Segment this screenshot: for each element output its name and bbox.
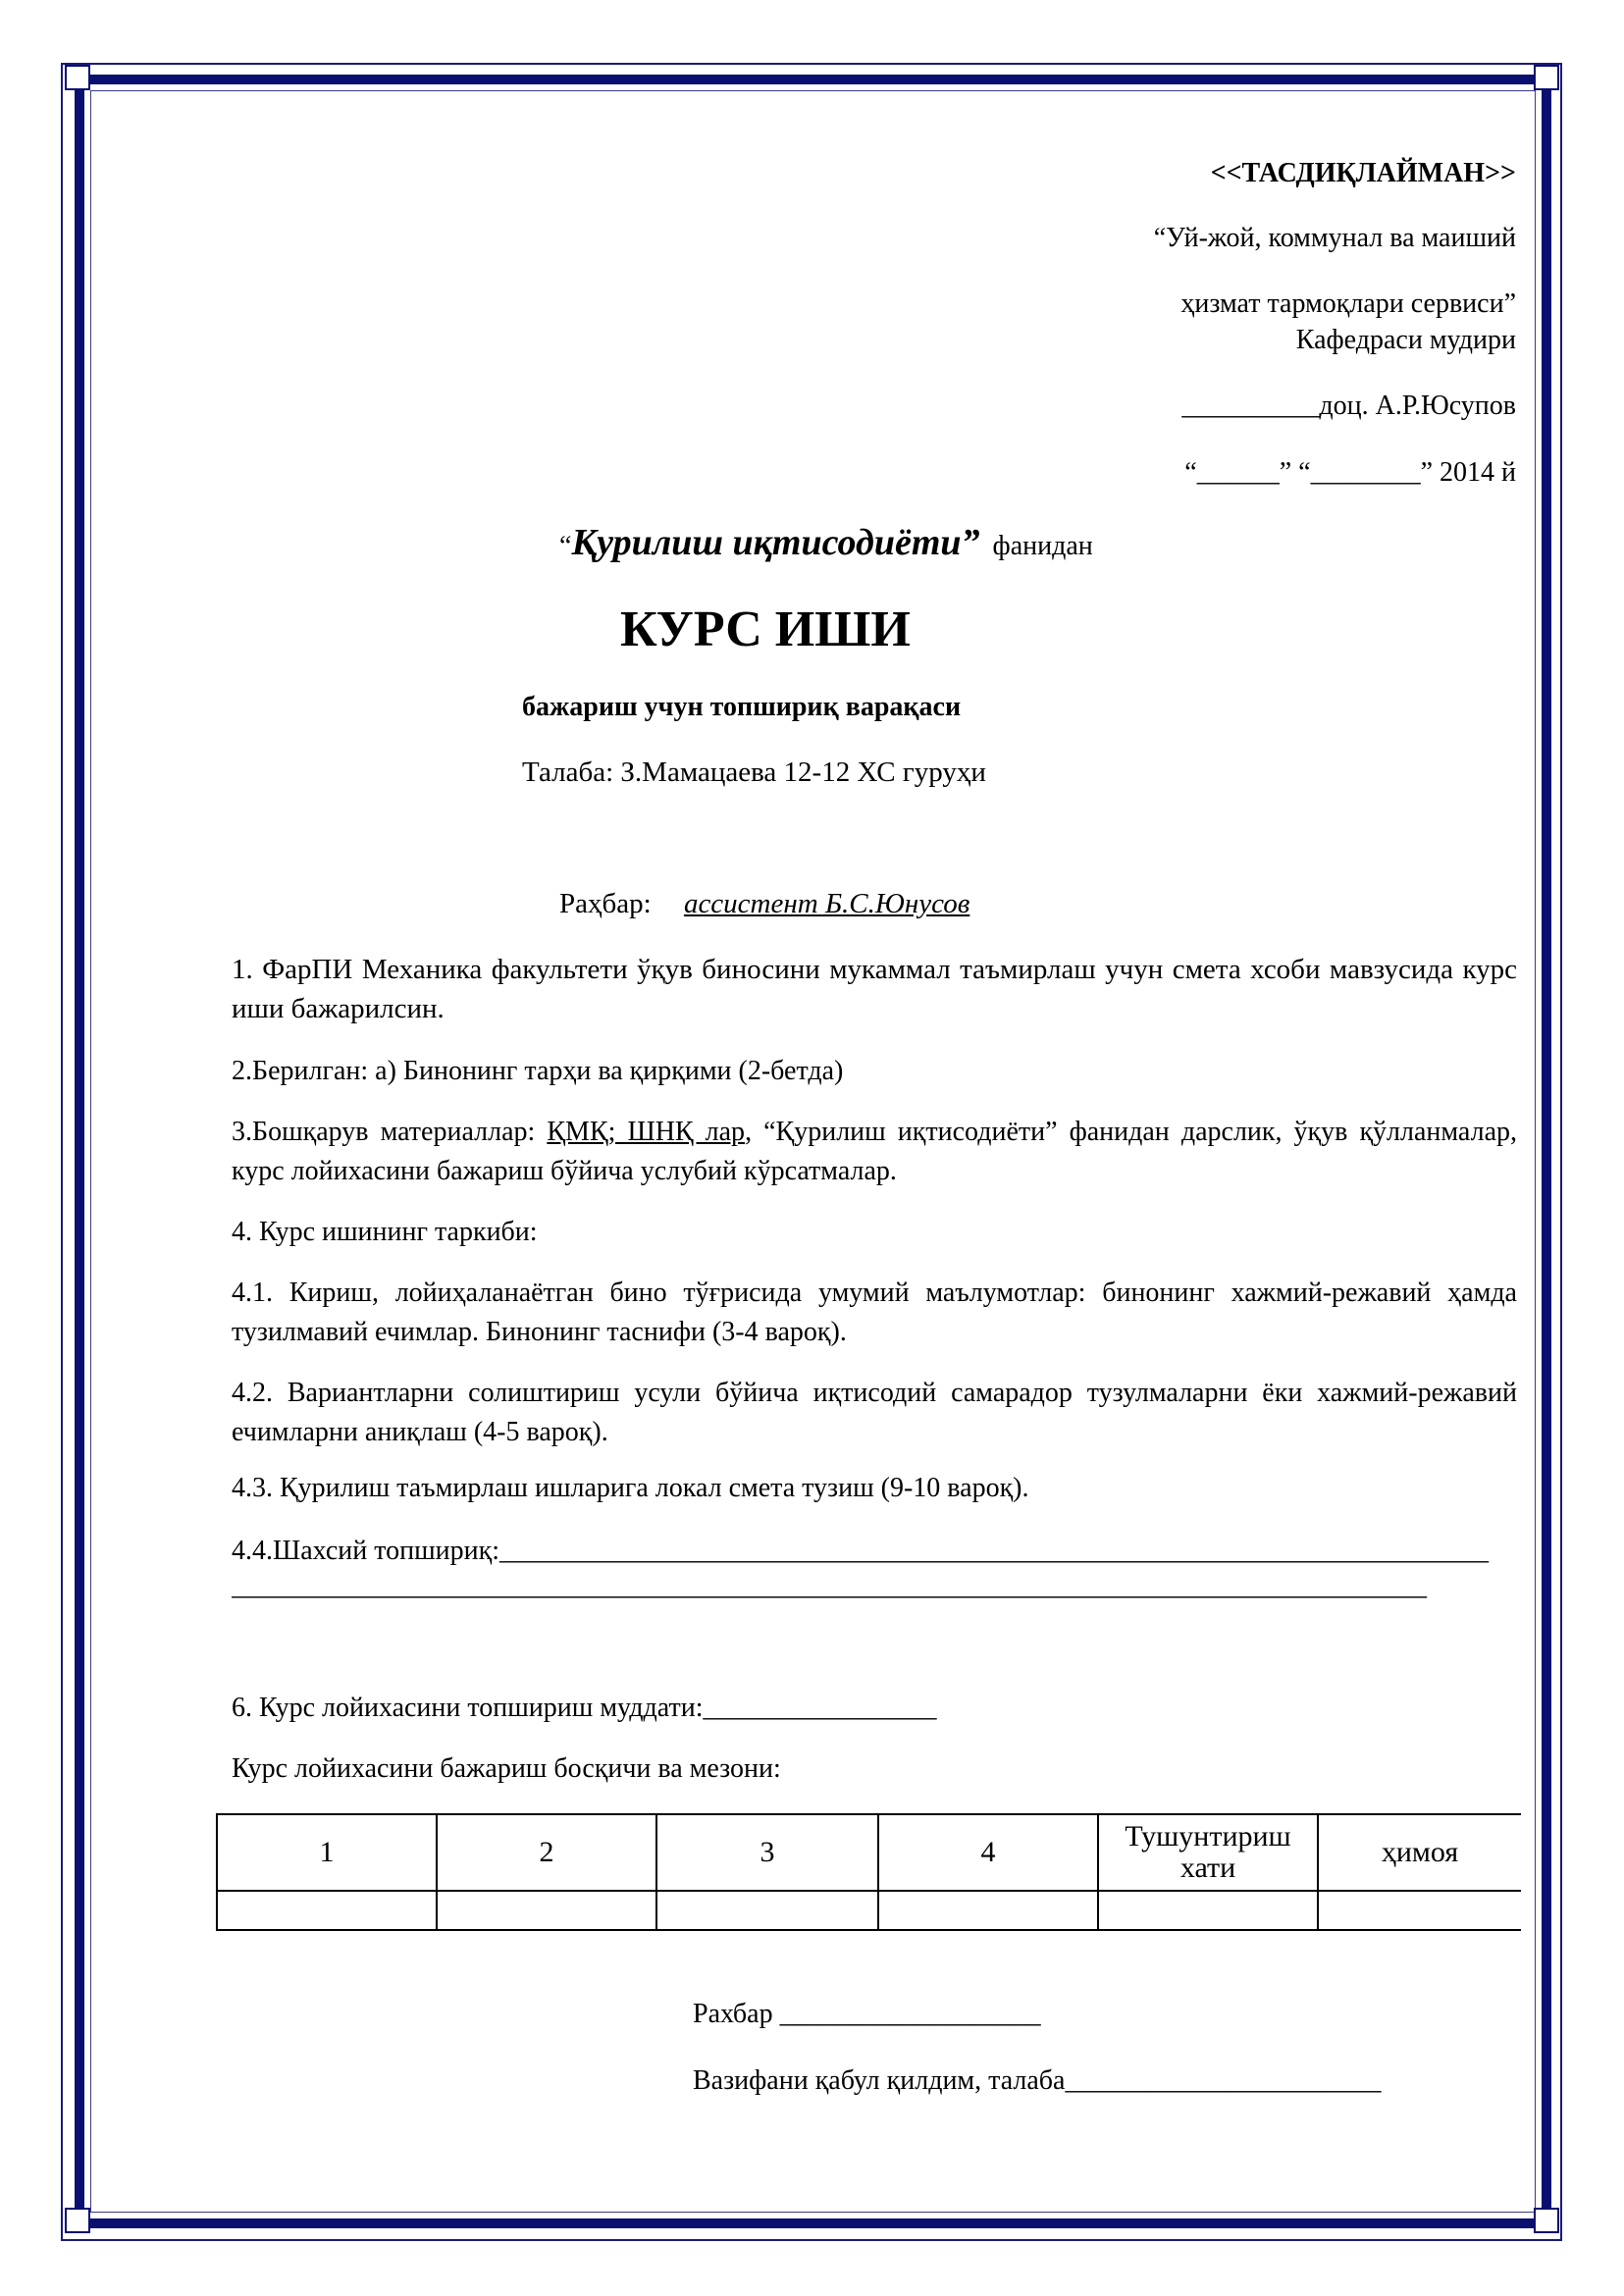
supervisor-label: Раҳбар: [559, 888, 652, 919]
table-header-cell: Тушунтириш хати [1098, 1814, 1318, 1891]
criteria-table [216, 1813, 1521, 1931]
approval-line-3: Кафедраси мудири [1295, 325, 1516, 355]
item-4-2: 4.2. Вариантларни солиштириш усули бўйича иқтисодий самарадор тузулмаларни ёки хажмий-режавий ечимларни аниқлаш (4-5 варoқ). [232, 1378, 1517, 1447]
table-row [217, 1891, 1521, 1930]
item-4: 4. Курс ишининг таркиби: [232, 1217, 538, 1247]
table-header-cell: 1 [217, 1814, 437, 1891]
footer-student-acceptance: Вазифани қабул қилдим, талаба_______________________ [693, 2065, 1382, 2096]
table-cell [437, 1891, 656, 1930]
table-cell [217, 1891, 437, 1930]
footer-supervisor-signature: Рахбар ___________________ [693, 1999, 1041, 2029]
table-cell [656, 1891, 878, 1930]
student-info: Талаба: З.Мамацаева 12-12 ХС гуруҳи [522, 757, 986, 788]
border-corner [1534, 2208, 1559, 2233]
item-6: 6. Курс лойихасини топшириш муддати:_________________ [232, 1693, 937, 1723]
item-4-1: 4.1. Кириш, лойиҳаланаётган бино тўғрисида умумий маълумотлар: бинонинг хажмий-режавий ҳамда тузилмавий ечимлар. Бинонинг таснифи (3-4 варoқ). [232, 1278, 1517, 1347]
table-header-cell: 4 [878, 1814, 1098, 1891]
table-header-cell: ҳимоя [1318, 1814, 1521, 1891]
table-header-cell: 3 [656, 1814, 878, 1891]
item-3-references: ҚМҚ; ШНҚ лар [547, 1117, 746, 1147]
table-header-cell: 2 [437, 1814, 656, 1891]
table-cell [1318, 1891, 1521, 1930]
document-title: КУРС ИШИ [620, 601, 911, 657]
supervisor-name: ассистент Б.С.Юнусов [683, 888, 970, 919]
item-3-start: 3.Бошқарув материаллар: [232, 1117, 536, 1147]
item-3-rest: , “Қурилиш иқтисодиёти” фанидан дарслик, ўқув қўлланмалар, курс лойихасини бажариш бўйича услубий кўрсатмалар. [232, 1117, 1518, 1186]
item-4-3: 4.3. Қурилиш таъмирлаш ишларига локал смета тузиш (9-10 варoқ). [232, 1473, 1029, 1503]
item-4-4: 4.4.Шахсий топшириқ:________________________________________________________________________ [232, 1536, 1490, 1566]
border-corner [65, 2208, 90, 2233]
table-cell [878, 1891, 1098, 1930]
approval-line-1: “Уй-жой, коммунал ва маиший [1153, 223, 1516, 253]
table-cell [1098, 1891, 1318, 1930]
item-1: 1. ФарПИ Механика факультети ўқув биносини мукаммал таъмирлаш учун смета хсоби мавзусида курс иши бажарилсин. [232, 954, 1517, 1024]
item-2: 2.Берилган: а) Бинонинг тарҳи ва қирқими (2-бетда) [232, 1056, 844, 1086]
approval-date: “______” “________” 2014 й [1184, 457, 1516, 488]
item-4-4-line: _______________________________________________________________________________________ [232, 1571, 1427, 1601]
document-subtitle: бажариш учун топшириқ варақаси [522, 692, 962, 722]
subject-suffix: фанидан [992, 531, 1093, 561]
subject-open-quote: “ [559, 531, 572, 561]
subject-line [559, 522, 1093, 563]
item-7: Курс лойихасини бажариш босқичи ва мезони: [232, 1753, 781, 1784]
approval-line-2: ҳизмат тармоқлари сервиси” [1180, 288, 1516, 319]
border-corner [65, 65, 90, 90]
supervisor-line [559, 887, 969, 920]
border-corner [1534, 65, 1559, 90]
approval-heading: <<ТАСДИҚЛАЙМАН>> [1210, 158, 1516, 188]
table-header-row [217, 1814, 1521, 1891]
subject-name: Қурилиш иқтисодиёти” [571, 522, 980, 563]
item-3 [232, 1113, 1517, 1191]
approval-signature: __________доц. А.Р.Юсупов [1181, 391, 1516, 421]
